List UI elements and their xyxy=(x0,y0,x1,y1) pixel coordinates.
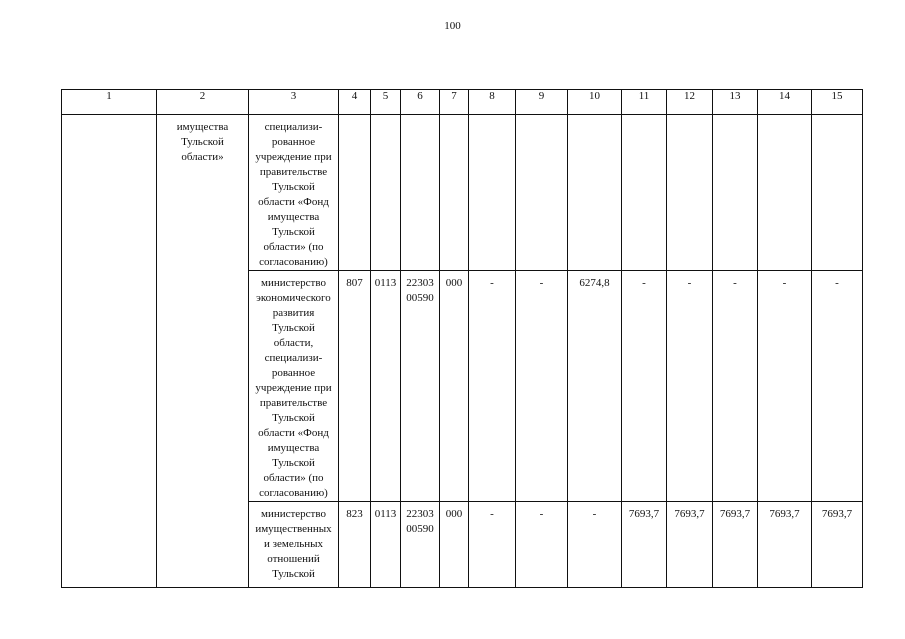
cell-col-10 xyxy=(568,502,622,588)
value-cell: - xyxy=(733,277,737,289)
header-cell: 4 xyxy=(339,90,371,115)
header-cell: 6 xyxy=(401,90,440,115)
value-cell: - xyxy=(835,277,839,289)
value-cell: 6274,8 xyxy=(579,277,610,289)
cell-col-1 xyxy=(62,115,157,588)
cell-col-15 xyxy=(812,271,863,502)
value-cell: - xyxy=(782,277,787,289)
cell-col-5 xyxy=(371,502,401,588)
header-row xyxy=(62,90,863,115)
value-cell: - xyxy=(539,508,544,520)
cell-col-14 xyxy=(758,115,812,271)
header-cell: 10 xyxy=(568,90,622,115)
cell-col-8 xyxy=(469,271,516,502)
cell-col-12 xyxy=(667,502,713,588)
value-cell xyxy=(713,115,757,120)
program-name-cell: имущества Тульской области» xyxy=(176,121,229,163)
value-cell: - xyxy=(592,508,597,520)
cell-col-13 xyxy=(713,502,758,588)
cell-col-6 xyxy=(401,502,440,588)
value-cell: 7693,7 xyxy=(719,508,751,520)
cell-col-14 xyxy=(758,502,812,588)
value-cell: 000 xyxy=(445,508,463,520)
cell-col-9 xyxy=(516,502,568,588)
cell-col-13 xyxy=(713,271,758,502)
value-cell xyxy=(339,115,370,120)
header-cell: 3 xyxy=(249,90,339,115)
executor-cell: министерство экономического развития Тульской области, специализи- рованное учреждение при правительстве Тульской области «Фонд имущества Тульской области» (по согласованию) xyxy=(255,277,332,499)
value-cell xyxy=(401,115,439,120)
cell-col-3 xyxy=(249,271,339,502)
executor-cell: министерство имущественных и земельных отношений Тульской xyxy=(255,508,332,580)
cell-col-7 xyxy=(440,502,469,588)
value-cell: 22303 00590 xyxy=(406,277,434,304)
cell-col-10 xyxy=(568,271,622,502)
cell-col-12 xyxy=(667,115,713,271)
value-cell xyxy=(667,115,712,120)
value-cell xyxy=(758,115,811,120)
page-number: 100 xyxy=(444,20,461,32)
value-cell: 7693,7 xyxy=(821,508,853,520)
cell-col-4 xyxy=(339,115,371,271)
cell-col-6 xyxy=(401,271,440,502)
value-cell: 0113 xyxy=(374,508,397,520)
cell-col-6 xyxy=(401,115,440,271)
value-cell xyxy=(469,115,515,120)
value-cell: 22303 00590 xyxy=(406,508,434,535)
cell-col-5 xyxy=(371,271,401,502)
value-cell xyxy=(568,115,621,120)
header-cell: 7 xyxy=(440,90,469,115)
executor-cell: специализи- рованное учреждение при правительстве Тульской области «Фонд имущества Тульской области» (по согласованию) xyxy=(255,121,332,268)
cell-col-14 xyxy=(758,271,812,502)
cell-col-11 xyxy=(622,271,667,502)
value-cell xyxy=(440,115,468,120)
cell-col-11 xyxy=(622,115,667,271)
value-cell: - xyxy=(490,508,494,520)
header-cell: 11 xyxy=(622,90,667,115)
header-cell: 14 xyxy=(758,90,812,115)
value-cell: 7693,7 xyxy=(628,508,660,520)
cell-col-7 xyxy=(440,115,469,271)
cell-col-3 xyxy=(249,502,339,588)
value-cell: - xyxy=(490,277,494,289)
cell-col-10 xyxy=(568,115,622,271)
cell-col-12 xyxy=(667,271,713,502)
cell-col-15 xyxy=(812,502,863,588)
header-cell: 2 xyxy=(157,90,249,115)
cell-col-5 xyxy=(371,115,401,271)
cell-col-8 xyxy=(469,115,516,271)
value-cell: - xyxy=(642,277,646,289)
table-row xyxy=(62,115,863,271)
header-cell: 8 xyxy=(469,90,516,115)
value-cell: - xyxy=(539,277,544,289)
header-cell: 15 xyxy=(812,90,863,115)
cell-col-9 xyxy=(516,271,568,502)
value-cell: 7693,7 xyxy=(769,508,800,520)
cell-col-4 xyxy=(339,502,371,588)
cell-col-9 xyxy=(516,115,568,271)
value-cell: - xyxy=(687,277,692,289)
value-cell: 7693,7 xyxy=(674,508,705,520)
value-cell xyxy=(371,115,400,120)
header-cell: 5 xyxy=(371,90,401,115)
budget-table xyxy=(61,89,863,588)
header-cell: 9 xyxy=(516,90,568,115)
cell-col-13 xyxy=(713,115,758,271)
value-cell xyxy=(516,115,567,120)
cell-col-4 xyxy=(339,271,371,502)
header-cell: 1 xyxy=(62,90,157,115)
cell-col-3 xyxy=(249,115,339,271)
header-cell: 13 xyxy=(713,90,758,115)
value-cell xyxy=(622,115,666,120)
value-cell: 0113 xyxy=(374,277,397,289)
value-cell: 823 xyxy=(346,508,363,520)
cell-col-8 xyxy=(469,502,516,588)
cell-col-15 xyxy=(812,115,863,271)
header-cell: 12 xyxy=(667,90,713,115)
value-cell: 807 xyxy=(346,277,363,289)
cell-col-7 xyxy=(440,271,469,502)
cell-col-2 xyxy=(157,115,249,588)
value-cell: 000 xyxy=(445,277,463,289)
value-cell xyxy=(812,115,862,120)
cell-col-11 xyxy=(622,502,667,588)
